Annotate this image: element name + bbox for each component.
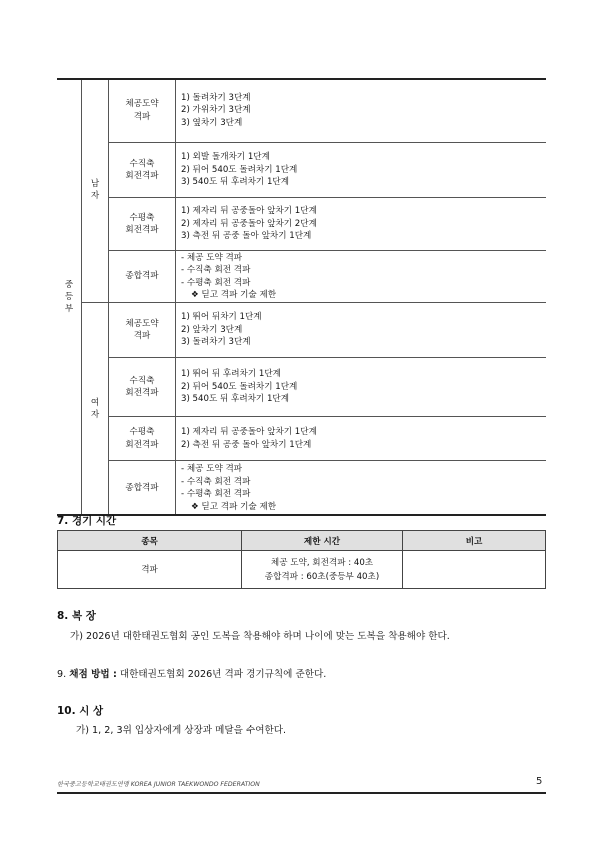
technique-item: ❖ 딛고 격파 기술 제한 [191, 501, 277, 512]
technique-list-cell [176, 358, 547, 417]
technique-item: 1) 뛰어 뒤 후려차기 1단계 [181, 369, 281, 380]
technique-list-cell [176, 303, 547, 358]
event-name-cell [109, 303, 176, 358]
section-9-number: 9. [57, 669, 70, 680]
technique-list-cell [176, 461, 547, 516]
event-row [57, 417, 546, 461]
technique-item: 2) 측전 뒤 공중 돌아 앞차기 1단계 [181, 439, 312, 450]
section-9-heading: 채점 방법 : [69, 669, 117, 680]
technique-item: 3) 측전 뒤 공중 돌아 앞차기 1단계 [181, 231, 312, 242]
technique-item: - 체공 도약 격파 [181, 464, 243, 474]
table-bottom-rule [57, 514, 546, 516]
gender-label: 남자 [90, 179, 100, 202]
technique-item: 1) 외발 돌개차기 1단계 [181, 152, 270, 163]
section-9-text: 대한태권도협회 2026년 격파 경기규칙에 준한다. [116, 669, 327, 680]
cell-note [403, 551, 546, 589]
footer-rule [57, 792, 546, 794]
event-name-line: 격파 [133, 331, 151, 341]
event-name-line: 수직축 [129, 158, 155, 169]
technique-item: 3) 540도 뒤 후려차기 1단계 [181, 394, 290, 405]
event-name-line: 종합격파 [125, 271, 159, 282]
time-table-row [58, 551, 546, 589]
event-row [57, 143, 546, 198]
event-name-line: 회전격파 [125, 225, 159, 235]
technique-item: - 수직축 회전 격파 [181, 265, 251, 275]
time-table-header-row [58, 531, 546, 551]
section-10-heading: 10. 시 상 [57, 705, 104, 717]
technique-list-cell [176, 251, 547, 303]
gender-cell [82, 79, 109, 303]
event-name-cell [109, 79, 176, 143]
technique-item: 1) 제자리 뒤 공중돌아 앞차기 1단계 [181, 427, 317, 437]
event-name-cell [109, 143, 176, 198]
event-name-line: 수직축 [129, 375, 155, 386]
division-cell [57, 79, 82, 516]
event-row [57, 79, 546, 143]
event-row [57, 303, 546, 358]
technique-item: 1) 제자리 뒤 공중돌아 앞차기 1단계 [181, 206, 317, 217]
section-7-heading: 7. 경기 시간 [57, 515, 117, 527]
technique-item: 3) 옆차기 3단계 [181, 117, 243, 128]
event-row [57, 198, 546, 251]
division-label: 중등부 [64, 279, 74, 314]
event-name-line: 체공도약 [125, 99, 159, 109]
technique-item: 2) 뒤어 540도 돌려차기 1단계 [181, 164, 298, 175]
page-number: 5 [536, 776, 543, 787]
event-name-cell [109, 251, 176, 303]
cell-time [242, 551, 403, 589]
technique-list-cell [176, 79, 547, 143]
section-10-text: 가) 1, 2, 3위 입상자에게 상장과 메달을 수여한다. [76, 725, 287, 736]
technique-item: ❖ 딛고 격파 기술 제한 [191, 290, 277, 300]
time-line-1: 체공 도약, 회전격파 : 40초 [270, 557, 374, 568]
event-name-line: 격파 [133, 111, 151, 122]
event-name-cell [109, 358, 176, 417]
event-row [57, 251, 546, 303]
footer-org: 한국중고등학교태권도연맹 KOREA JUNIOR TAEKWONDO FEDERATION [57, 781, 260, 788]
technique-item: - 체공 도약 격파 [181, 252, 243, 263]
technique-item: 2) 가위차기 3단계 [181, 105, 251, 116]
event-row [57, 358, 546, 417]
technique-list-cell [176, 143, 547, 198]
technique-item: 3) 돌려차기 3단계 [181, 337, 251, 348]
event-name-cell [109, 461, 176, 516]
event-row [57, 461, 546, 516]
technique-item: - 수평축 회전 격파 [181, 489, 251, 499]
cell-event: 격파 [58, 551, 242, 589]
technique-item: 2) 앞차기 3단계 [181, 324, 243, 335]
header-note: 비고 [403, 531, 546, 551]
time-line-2: 종합격파 : 60초(중등부 40초) [264, 571, 380, 582]
technique-item: 1) 돌려차기 3단계 [181, 92, 251, 103]
event-name-line: 수평축 [129, 212, 155, 223]
event-name-cell [109, 198, 176, 251]
table-top-rule [57, 78, 546, 80]
event-name-line: 회전격파 [125, 439, 159, 450]
event-name-line: 회전격파 [125, 388, 159, 398]
section-8-text: 가) 2026년 대한태권도협회 공인 도복을 착용해야 하며 나이에 맞는 도복을 착용해야 한다. [70, 631, 450, 642]
technique-list-cell [176, 417, 547, 461]
technique-list-cell [176, 198, 547, 251]
technique-item: - 수평축 회전 격파 [181, 277, 251, 288]
header-event: 종목 [58, 531, 242, 551]
event-table [57, 78, 546, 516]
section-9-line [57, 666, 326, 680]
event-name-line: 회전격파 [125, 171, 159, 181]
time-limit-table [57, 530, 546, 589]
event-name-cell [109, 417, 176, 461]
technique-item: 1) 뛰어 뒤차기 1단계 [181, 312, 262, 323]
technique-item: - 수직축 회전 격파 [181, 476, 251, 487]
gender-label: 여자 [90, 397, 100, 420]
event-name-line: 수평축 [129, 427, 155, 437]
event-name-line: 체공도약 [125, 318, 159, 329]
section-8-heading: 8. 복 장 [57, 610, 96, 622]
gender-cell [82, 303, 109, 516]
event-name-line: 종합격파 [125, 482, 159, 493]
technique-item: 2) 제자리 뒤 공중돌아 앞차기 2단계 [181, 218, 317, 229]
technique-item: 3) 540도 뒤 후려차기 1단계 [181, 177, 290, 188]
header-time: 제한 시간 [242, 531, 403, 551]
technique-item: 2) 뒤어 540도 돌려차기 1단계 [181, 381, 298, 392]
